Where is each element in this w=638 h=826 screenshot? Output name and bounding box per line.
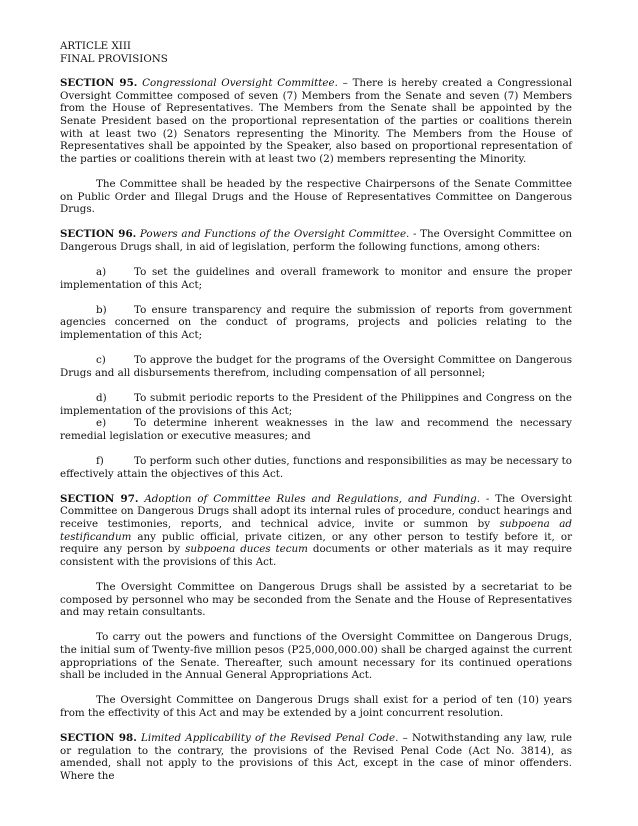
list-marker: d) — [96, 392, 107, 405]
section-96-body: - The Oversight Committee on Dangerous Drugs shall, in aid of legislation, perform the following functions, among others: — [60, 228, 572, 253]
list-marker: c) — [96, 354, 106, 367]
section-97-title: Adoption of Committee Rules and Regulations, and Funding. — [144, 492, 481, 505]
list-marker: e) — [96, 417, 107, 430]
section-97-paragraph-4: The Oversight Committee on Dangerous Drugs shall exist for a period of ten (10) years from the effectivity of this Act and may be extended by a joint concurrent resolution. — [60, 694, 572, 719]
section-95-title: Congressional Oversight Committee. — [142, 77, 338, 90]
section-97-paragraph-3: To carry out the powers and functions of the Oversight Committee on Dangerous Drugs, the initial sum of Twenty-five million pesos (P25,000,000.00) shall be charged against the current appropriations of the Senate. Thereafter, such amount necessary for its continued operations shall be included in the Annual General Appropriations Act. — [60, 631, 572, 682]
list-item-text: To approve the budget for the programs of the Oversight Committee on Dangerous Drugs and all disbursements therefrom, including compensation of all personnel; — [60, 354, 572, 379]
section-98-label: SECTION 98. — [60, 732, 137, 745]
section-98-title: Limited Applicability of the Revised Penal Code. — [141, 732, 399, 745]
section-98-body: – Notwithstanding any law, rule or regulation to the contrary, the provisions of the Revised Penal Code (Act No. 3814), as amended, shall not apply to the provisions of this Act, except in the case of minor offenders. Where the — [60, 732, 572, 782]
section-97-body-c: documents or other materials as it may require consistent with the provisions of this Act. — [60, 543, 572, 568]
section-95-label: SECTION 95. — [60, 77, 138, 90]
list-item-text: To set the guidelines and overall framework to monitor and ensure the proper implementation of this Act; — [60, 266, 572, 291]
list-item-d — [60, 392, 572, 417]
section-97-label: SECTION 97. — [60, 492, 139, 505]
list-item-text: To determine inherent weaknesses in the law and recommend the necessary remedial legislation or executive measures; and — [60, 417, 572, 442]
list-item-c — [60, 354, 572, 379]
latin-term-subpoena-ad-testificandum: subpoena ad testificandum — [60, 517, 572, 543]
list-item-e — [60, 417, 572, 442]
list-marker: b) — [96, 303, 107, 316]
section-97-paragraph — [60, 493, 572, 569]
article-number: ARTICLE XIII — [60, 40, 131, 52]
section-96-paragraph — [60, 228, 572, 253]
latin-term-subpoena-duces-tecum: subpoena duces tecum — [185, 543, 308, 556]
list-item-b — [60, 304, 572, 342]
list-marker: a) — [96, 266, 107, 279]
section-95-paragraph-2: The Committee shall be headed by the respective Chairpersons of the Senate Committee on Public Order and Illegal Drugs and the House of Representatives Committee on Dangerous Drugs. — [60, 177, 572, 216]
article-title: FINAL PROVISIONS — [60, 52, 168, 65]
section-95-paragraph — [60, 77, 572, 165]
list-item-text: To ensure transparency and require the submission of reports from government agencies concerned on the conduct of programs, projects and policies relating to the implementation of this Act; — [60, 303, 572, 342]
section-96-title: Powers and Functions of the Oversight Committee. — [139, 228, 410, 241]
section-95-body: – There is hereby created a Congressional Oversight Committee composed of seven (7) Members from the Senate and seven (7) Members from the House of Representatives. The Members from the Senate shall be appointed by the Senate President based on the proportional representation of the parties or coalitions therein with at least two (2) Senators representing the Minority. The Members from the House of Representatives shall be appointed by the Speaker, also based on proportional representation of the parties or coalitions therein with at least two (2) members representing the Minority. — [60, 77, 572, 165]
list-item-a — [60, 266, 572, 291]
list-item-f — [60, 455, 572, 480]
section-96-label: SECTION 96. — [60, 228, 137, 241]
section-97-body-a: - The Oversight Committee on Dangerous Drugs shall adopt its internal rules of procedure, conduct hearings and receive testimonies, reports, and technical advice, invite or summon by — [60, 492, 572, 530]
list-item-text: To perform such other duties, functions and responsibilities as may be necessary to effectively attain the objectives of this Act. — [60, 455, 572, 480]
section-98-paragraph — [60, 732, 572, 782]
list-item-text: To submit periodic reports to the President of the Philippines and Congress on the implementation of the provisions of this Act; — [60, 392, 572, 417]
section-97-body-b: any public official, private citizen, or any other person to testify before it, or require any person by — [60, 530, 572, 556]
list-marker: f) — [96, 455, 104, 467]
section-97-paragraph-2: The Oversight Committee on Dangerous Drugs shall be assisted by a secretariat to be composed by personnel who may be seconded from the Senate and the House of Representatives and may retain consultants. — [60, 580, 572, 619]
